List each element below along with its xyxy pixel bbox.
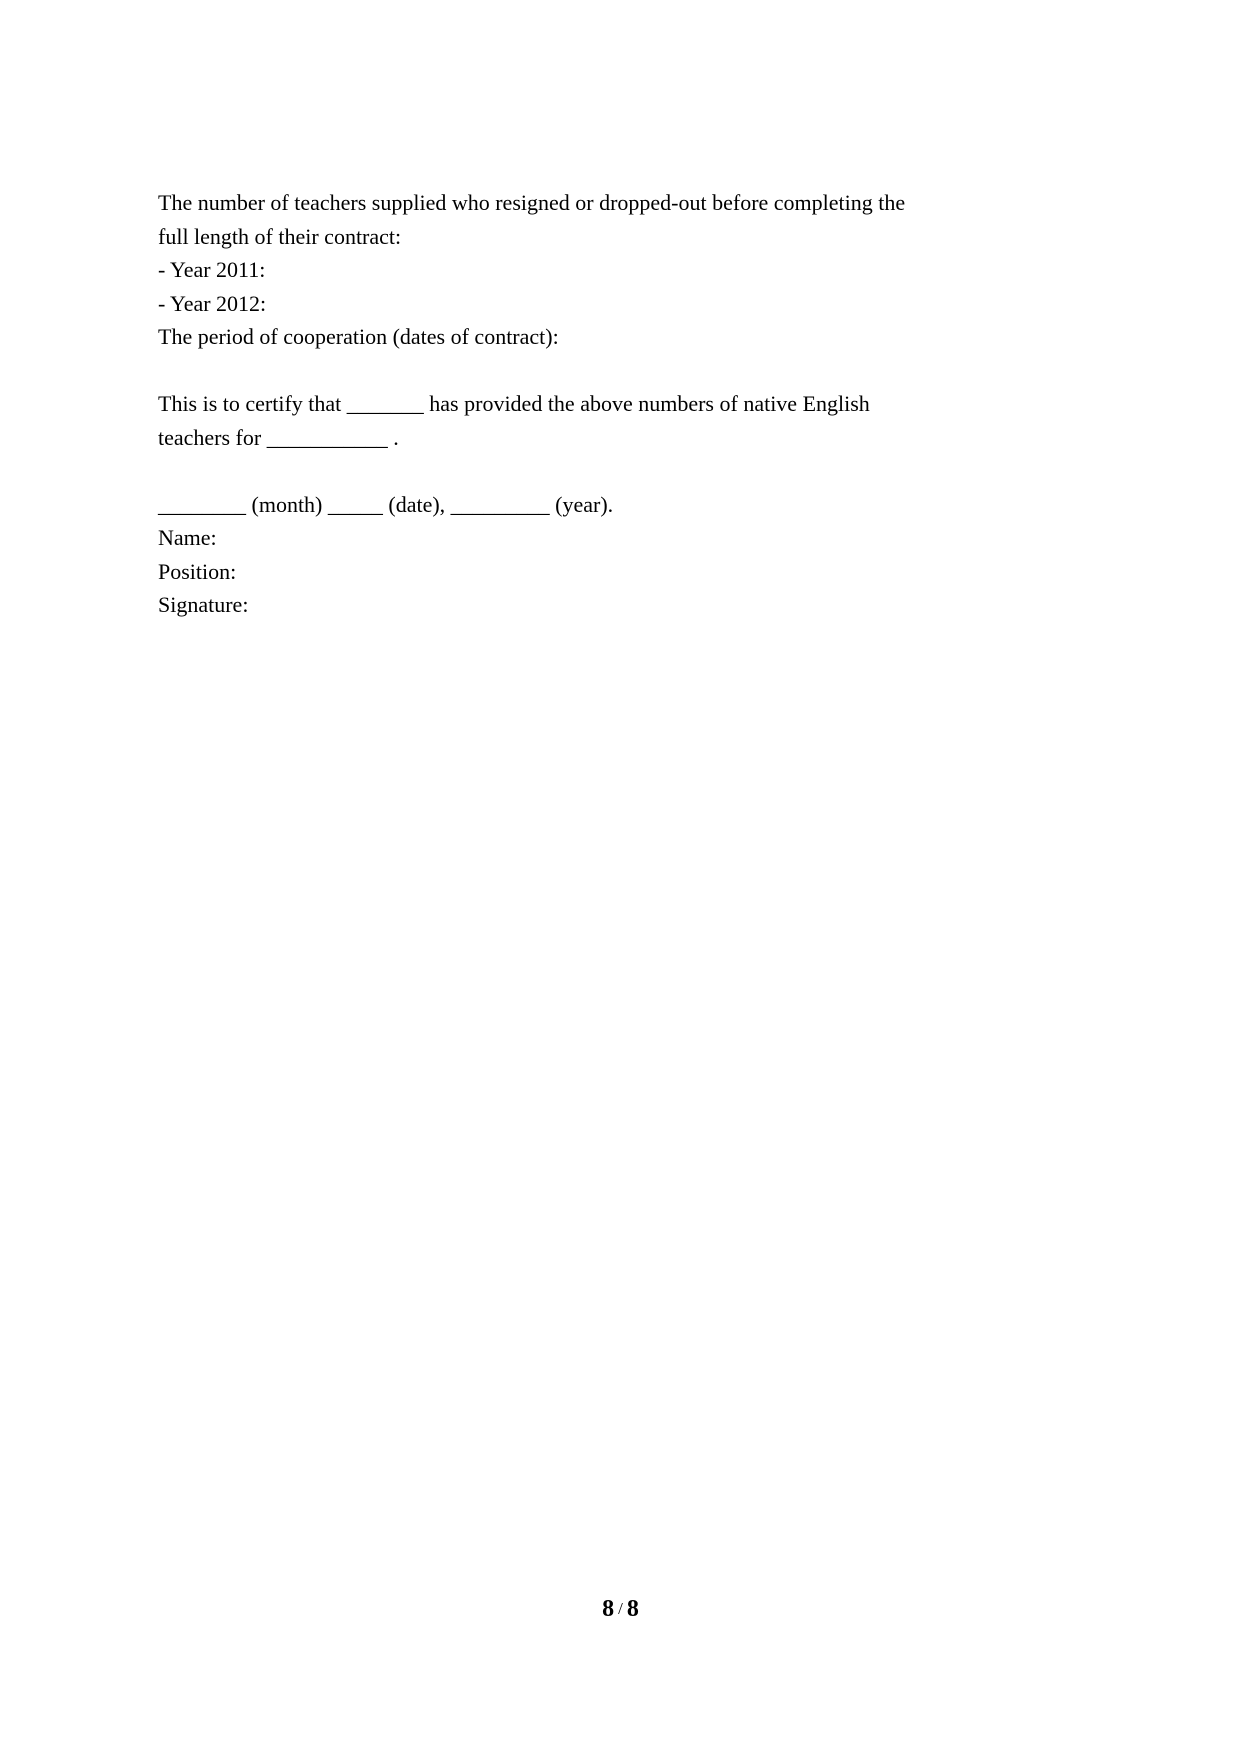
- blank-line: [158, 454, 933, 488]
- page-number-separator: /: [618, 1599, 623, 1618]
- paragraph-certify: This is to certify that _______ has provided the above numbers of native English teachers for ___________ .: [158, 391, 870, 450]
- page-number-total: 8: [626, 1596, 639, 1622]
- list-item-year-2011: - Year 2011:: [158, 257, 266, 282]
- label-signature: Signature:: [158, 592, 249, 617]
- paragraph-date-blanks: ________ (month) _____ (date), _________ (year).: [158, 491, 614, 517]
- page-number-current: 8: [602, 1596, 615, 1622]
- label-position: Position:: [158, 558, 237, 584]
- label-name: Name:: [158, 525, 217, 550]
- blank-line: [158, 354, 933, 388]
- list-item-year-2012: - Year 2012:: [158, 290, 267, 316]
- document-body: [158, 186, 933, 622]
- page-footer: [0, 1592, 1241, 1628]
- paragraph-period-of-cooperation: The period of cooperation (dates of contract):: [158, 324, 559, 349]
- paragraph-resigned-intro: The number of teachers supplied who resigned or dropped-out before completing the full length of their contract:: [158, 190, 906, 249]
